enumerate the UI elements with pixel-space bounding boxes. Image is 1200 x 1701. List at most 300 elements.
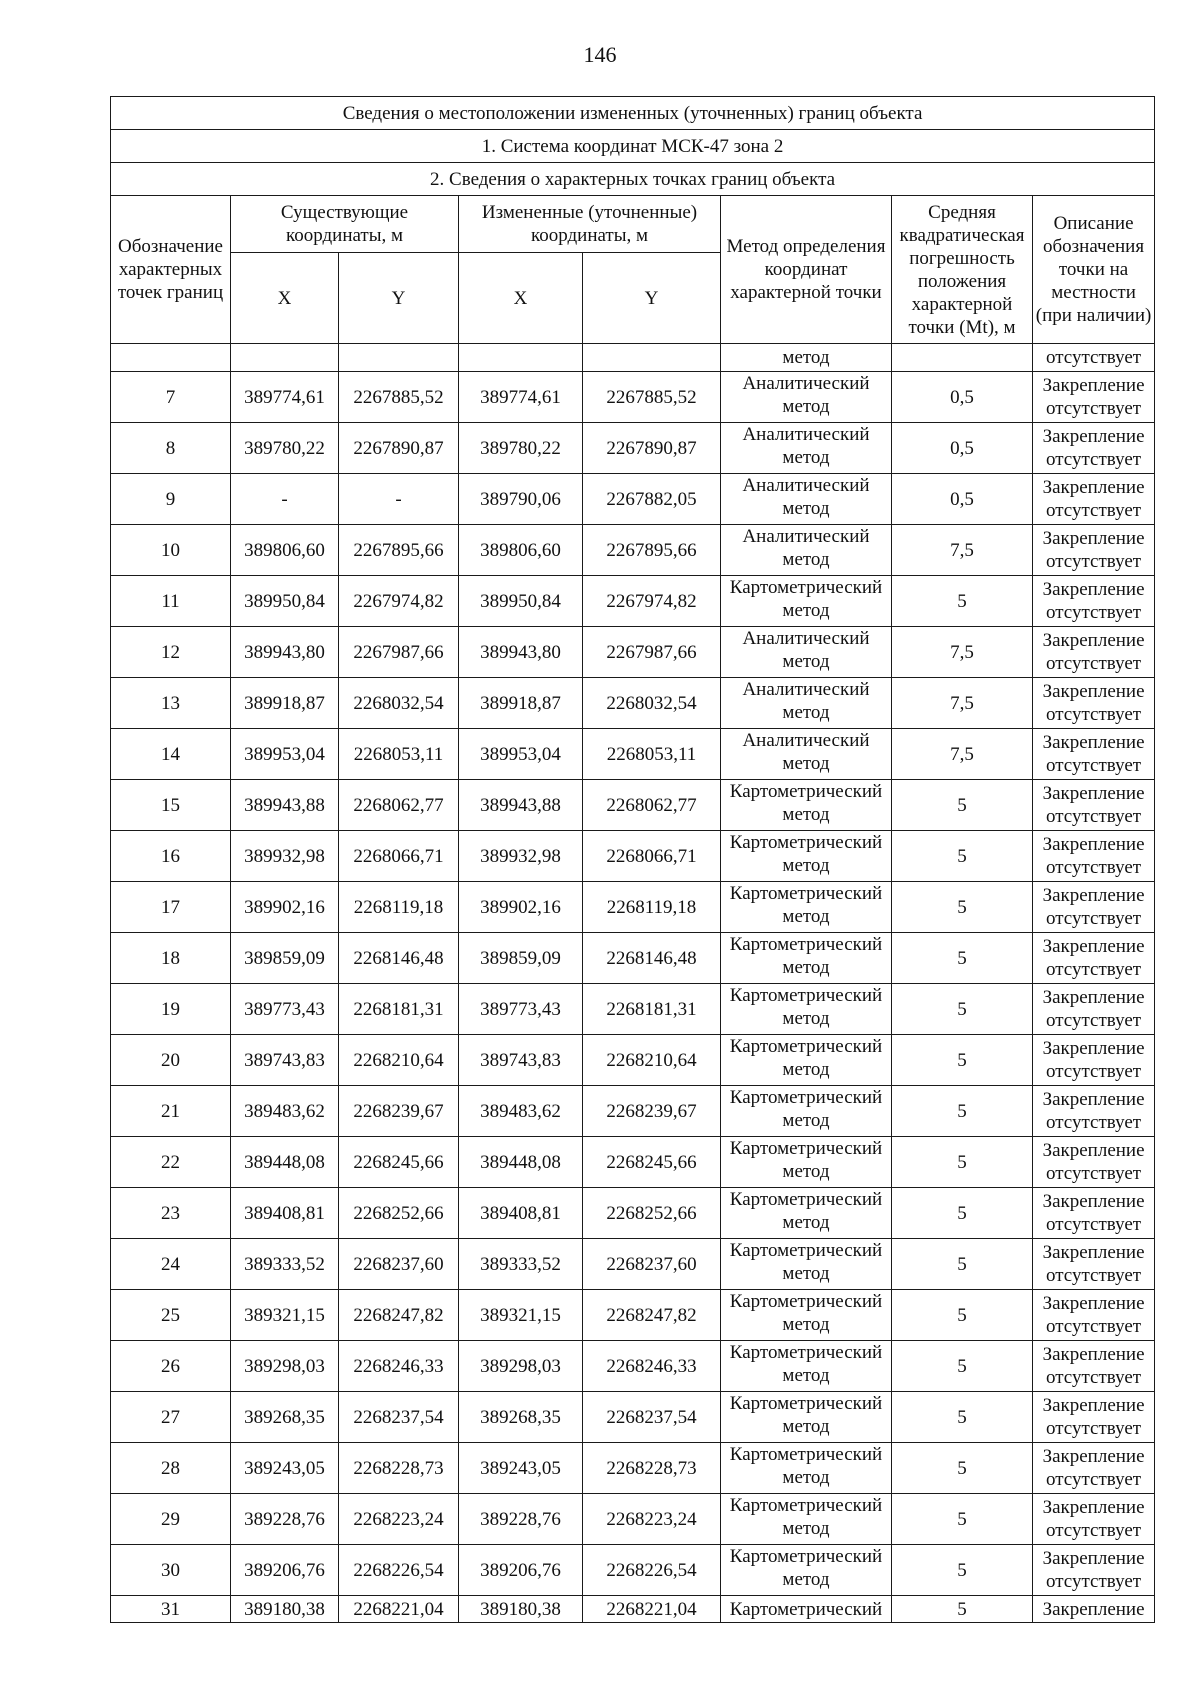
- changed-y: 2267890,87: [583, 423, 721, 474]
- method-line1: Картометрический: [729, 577, 883, 598]
- existing-x: -: [231, 474, 339, 525]
- table-row: [111, 1137, 1155, 1188]
- point-number: 23: [111, 1188, 231, 1239]
- method-line2: метод: [782, 549, 830, 570]
- existing-x: 389228,76: [231, 1494, 339, 1545]
- changed-y: 2268146,48: [583, 933, 721, 984]
- table-row: [111, 525, 1155, 576]
- description: [1033, 1545, 1155, 1596]
- method-line2: метод: [782, 804, 830, 825]
- mean-error: 5: [892, 1443, 1033, 1494]
- method-line1: Аналитический: [742, 475, 870, 496]
- point-number: 7: [111, 372, 231, 423]
- method-line1: Картометрический: [729, 1291, 883, 1312]
- existing-x: 389943,88: [231, 780, 339, 831]
- changed-x: 389859,09: [459, 933, 583, 984]
- description: [1033, 1392, 1155, 1443]
- method-line2: метод: [782, 1263, 830, 1284]
- method: [721, 1137, 892, 1188]
- table-row: [111, 1545, 1155, 1596]
- point-number: 17: [111, 882, 231, 933]
- description: [1033, 729, 1155, 780]
- changed-x: 389408,81: [459, 1188, 583, 1239]
- method-line2: метод: [782, 1314, 830, 1335]
- existing-y: 2268246,33: [339, 1341, 459, 1392]
- method: [721, 576, 892, 627]
- changed-x: 389228,76: [459, 1494, 583, 1545]
- method: [721, 984, 892, 1035]
- table-row: [111, 729, 1155, 780]
- existing-y: 2268062,77: [339, 780, 459, 831]
- description-line2: отсутствует: [1046, 1367, 1142, 1388]
- method-line1: Картометрический: [729, 1240, 883, 1261]
- table-row: [111, 1239, 1155, 1290]
- method-line1: Картометрический: [729, 985, 883, 1006]
- changed-y: 2267885,52: [583, 372, 721, 423]
- description-line2: отсутствует: [1046, 1214, 1142, 1235]
- changed-y: 2268221,04: [583, 1596, 721, 1623]
- method-line1: Картометрический: [729, 1189, 883, 1210]
- method-line2: метод: [782, 498, 830, 519]
- method-line2: метод: [782, 1416, 830, 1437]
- description-line1: Закрепление: [1042, 1344, 1145, 1365]
- table-row: [111, 1086, 1155, 1137]
- existing-y: 2267885,52: [339, 372, 459, 423]
- method-line2: метод: [782, 396, 830, 417]
- description-line1: Закрепление: [1042, 477, 1145, 498]
- description-line1: Закрепление: [1042, 987, 1145, 1008]
- description: [1033, 1494, 1155, 1545]
- existing-x: 389448,08: [231, 1137, 339, 1188]
- description: [1033, 1239, 1155, 1290]
- changed-y: 2268247,82: [583, 1290, 721, 1341]
- section-title: 2. Сведения о характерных точках границ объекта: [111, 163, 1155, 196]
- point-number: 28: [111, 1443, 231, 1494]
- method: [721, 1035, 892, 1086]
- method-line2: метод: [782, 600, 830, 621]
- description-line2: отсутствует: [1046, 1469, 1142, 1490]
- table-title: Сведения о местоположении измененных (уточненных) границ объекта: [111, 97, 1155, 130]
- boundary-points-table: [110, 96, 1155, 1623]
- point-number: 8: [111, 423, 231, 474]
- header-changed-coordinates: Измененные (уточненные) координаты, м: [459, 196, 721, 253]
- changed-x: 389180,38: [459, 1596, 583, 1623]
- description-line2: отсутствует: [1046, 1520, 1142, 1541]
- method-line1: Картометрический: [729, 832, 883, 853]
- table-row: [111, 1035, 1155, 1086]
- method-line1: Картометрический: [729, 781, 883, 802]
- point-number: 22: [111, 1137, 231, 1188]
- method: [721, 1290, 892, 1341]
- existing-y: 2268237,54: [339, 1392, 459, 1443]
- changed-y: 2268053,11: [583, 729, 721, 780]
- existing-y: 2268181,31: [339, 984, 459, 1035]
- table-row: [111, 372, 1155, 423]
- table-row: [111, 474, 1155, 525]
- point-number: 31: [111, 1596, 231, 1623]
- header-designation: Обозначение характерных точек границ: [111, 196, 231, 344]
- description-line2: отсутствует: [1046, 857, 1142, 878]
- description-line1: Закрепление: [1042, 885, 1145, 906]
- description-line2: отсутствует: [1046, 959, 1142, 980]
- method-line2: метод: [782, 1467, 830, 1488]
- existing-y: 2267974,82: [339, 576, 459, 627]
- point-number: 19: [111, 984, 231, 1035]
- method-line1: Картометрический: [729, 1036, 883, 1057]
- existing-x: 389859,09: [231, 933, 339, 984]
- method-line1: Картометрический: [729, 1546, 883, 1567]
- table-row: [111, 831, 1155, 882]
- method-line1: Аналитический: [742, 526, 870, 547]
- method-line2: метод: [782, 447, 830, 468]
- existing-x: 389932,98: [231, 831, 339, 882]
- changed-y: 2267974,82: [583, 576, 721, 627]
- method-line1: Картометрический: [729, 934, 883, 955]
- method-line2: метод: [782, 957, 830, 978]
- table-row: [111, 1188, 1155, 1239]
- existing-y: 2268252,66: [339, 1188, 459, 1239]
- point-number: 12: [111, 627, 231, 678]
- mean-error: 5: [892, 1596, 1033, 1623]
- method-line2: метод: [782, 1161, 830, 1182]
- method-line1: Картометрический: [729, 1393, 883, 1414]
- mean-error: 5: [892, 1137, 1033, 1188]
- table-row: [111, 1443, 1155, 1494]
- table-row: [111, 576, 1155, 627]
- method-line2: метод: [782, 855, 830, 876]
- table-row: [111, 1290, 1155, 1341]
- existing-x: 389408,81: [231, 1188, 339, 1239]
- method: [721, 423, 892, 474]
- table-row: [111, 933, 1155, 984]
- point-number: 16: [111, 831, 231, 882]
- continuation-description: отсутствует: [1033, 344, 1155, 372]
- changed-y: 2267882,05: [583, 474, 721, 525]
- description-line1: Закрепление: [1042, 1191, 1145, 1212]
- point-number: 20: [111, 1035, 231, 1086]
- point-number: 25: [111, 1290, 231, 1341]
- method-line1: Картометрический: [729, 1342, 883, 1363]
- changed-x: 389918,87: [459, 678, 583, 729]
- description: [1033, 984, 1155, 1035]
- existing-x: 389268,35: [231, 1392, 339, 1443]
- existing-x: 389953,04: [231, 729, 339, 780]
- method: [721, 474, 892, 525]
- description-line2: отсутствует: [1046, 1010, 1142, 1031]
- mean-error: 5: [892, 1086, 1033, 1137]
- changed-x: 389806,60: [459, 525, 583, 576]
- point-number: 29: [111, 1494, 231, 1545]
- point-number: 14: [111, 729, 231, 780]
- changed-y: 2268237,60: [583, 1239, 721, 1290]
- header-existing-x: X: [231, 253, 339, 344]
- description: [1033, 576, 1155, 627]
- table-row-last: [111, 1596, 1155, 1623]
- description: [1033, 1290, 1155, 1341]
- method-line2: метод: [782, 906, 830, 927]
- description-line1: Закрепление: [1042, 1395, 1145, 1416]
- existing-x: 389298,03: [231, 1341, 339, 1392]
- changed-y: 2268223,24: [583, 1494, 721, 1545]
- page-number: 146: [583, 42, 617, 67]
- existing-x: 389773,43: [231, 984, 339, 1035]
- description-line1: Закрепление: [1042, 783, 1145, 804]
- method-line1: Аналитический: [742, 373, 870, 394]
- method: Картометрический: [721, 1596, 892, 1623]
- method-line1: Аналитический: [742, 424, 870, 445]
- mean-error: 5: [892, 1035, 1033, 1086]
- description-line2: отсутствует: [1046, 551, 1142, 572]
- method-line2: метод: [782, 1059, 830, 1080]
- existing-y: 2267895,66: [339, 525, 459, 576]
- method: [721, 882, 892, 933]
- existing-y: 2268221,04: [339, 1596, 459, 1623]
- method-line2: метод: [782, 753, 830, 774]
- header-changed-x: X: [459, 253, 583, 344]
- mean-error: 5: [892, 1239, 1033, 1290]
- changed-y: 2267987,66: [583, 627, 721, 678]
- mean-error: 7,5: [892, 729, 1033, 780]
- existing-x: 389483,62: [231, 1086, 339, 1137]
- description-line1: Закрепление: [1042, 681, 1145, 702]
- table-row: [111, 627, 1155, 678]
- mean-error: 7,5: [892, 525, 1033, 576]
- description-line2: отсутствует: [1046, 500, 1142, 521]
- changed-x: 389333,52: [459, 1239, 583, 1290]
- method: [721, 1545, 892, 1596]
- method-line2: метод: [782, 1008, 830, 1029]
- header-changed-y: Y: [583, 253, 721, 344]
- changed-x: 389243,05: [459, 1443, 583, 1494]
- method: [721, 525, 892, 576]
- mean-error: 5: [892, 1494, 1033, 1545]
- method-line1: Аналитический: [742, 679, 870, 700]
- changed-x: 389953,04: [459, 729, 583, 780]
- point-number: 13: [111, 678, 231, 729]
- point-number: 26: [111, 1341, 231, 1392]
- description-line1: Закрепление: [1042, 936, 1145, 957]
- mean-error: 5: [892, 984, 1033, 1035]
- description-line1: Закрепление: [1042, 1293, 1145, 1314]
- method-line1: Аналитический: [742, 628, 870, 649]
- method: [721, 1086, 892, 1137]
- table-row: [111, 423, 1155, 474]
- point-number: 9: [111, 474, 231, 525]
- header-existing-y: Y: [339, 253, 459, 344]
- existing-y: 2268210,64: [339, 1035, 459, 1086]
- changed-y: 2268062,77: [583, 780, 721, 831]
- existing-x: 389943,80: [231, 627, 339, 678]
- mean-error: 5: [892, 1188, 1033, 1239]
- mean-error: 5: [892, 1545, 1033, 1596]
- mean-error: 5: [892, 780, 1033, 831]
- changed-y: 2267895,66: [583, 525, 721, 576]
- point-number: 21: [111, 1086, 231, 1137]
- description: [1033, 525, 1155, 576]
- existing-y: 2268146,48: [339, 933, 459, 984]
- method-line1: Картометрический: [729, 1138, 883, 1159]
- changed-x: 389790,06: [459, 474, 583, 525]
- changed-x: 389298,03: [459, 1341, 583, 1392]
- existing-x: 389918,87: [231, 678, 339, 729]
- changed-x: 389774,61: [459, 372, 583, 423]
- continuation-method: метод: [721, 344, 892, 372]
- existing-x: 389333,52: [231, 1239, 339, 1290]
- continuation-row: [111, 344, 1155, 372]
- header-description: Описание обозначения точки на местности (при наличии): [1033, 196, 1155, 344]
- description: [1033, 780, 1155, 831]
- mean-error: 5: [892, 882, 1033, 933]
- table-row: [111, 780, 1155, 831]
- existing-y: 2268066,71: [339, 831, 459, 882]
- mean-error: 5: [892, 1290, 1033, 1341]
- changed-x: 389743,83: [459, 1035, 583, 1086]
- changed-x: 389268,35: [459, 1392, 583, 1443]
- description-line2: отсутствует: [1046, 1112, 1142, 1133]
- existing-x: 389774,61: [231, 372, 339, 423]
- header-mean-error: Средняя квадратическая погрешность положения характерной точки (Mt), м: [892, 196, 1033, 344]
- changed-y: 2268066,71: [583, 831, 721, 882]
- existing-x: 389806,60: [231, 525, 339, 576]
- description-line2: отсутствует: [1046, 908, 1142, 929]
- description-line2: отсутствует: [1046, 1571, 1142, 1592]
- existing-y: 2267890,87: [339, 423, 459, 474]
- mean-error: 7,5: [892, 627, 1033, 678]
- table-row: [111, 678, 1155, 729]
- method: [721, 627, 892, 678]
- existing-y: -: [339, 474, 459, 525]
- existing-x: 389206,76: [231, 1545, 339, 1596]
- description: [1033, 1341, 1155, 1392]
- method: [721, 831, 892, 882]
- method-line1: Картометрический: [729, 1087, 883, 1108]
- existing-x: 389743,83: [231, 1035, 339, 1086]
- method-line1: Картометрический: [729, 1444, 883, 1465]
- description-line2: отсутствует: [1046, 704, 1142, 725]
- description: [1033, 882, 1155, 933]
- changed-y: 2268032,54: [583, 678, 721, 729]
- description-line1: Закрепление: [1042, 1089, 1145, 1110]
- method-line2: метод: [782, 1365, 830, 1386]
- mean-error: 7,5: [892, 678, 1033, 729]
- point-number: 18: [111, 933, 231, 984]
- method-line2: метод: [782, 1110, 830, 1131]
- existing-y: 2268239,67: [339, 1086, 459, 1137]
- description-line1: Закрепление: [1042, 1548, 1145, 1569]
- method: [721, 1239, 892, 1290]
- changed-x: 389943,88: [459, 780, 583, 831]
- method-line2: метод: [782, 1569, 830, 1590]
- existing-y: 2268247,82: [339, 1290, 459, 1341]
- changed-x: 389932,98: [459, 831, 583, 882]
- description: [1033, 933, 1155, 984]
- changed-y: 2268181,31: [583, 984, 721, 1035]
- changed-x: 389943,80: [459, 627, 583, 678]
- method: [721, 678, 892, 729]
- method: [721, 933, 892, 984]
- method-line2: метод: [782, 1518, 830, 1539]
- method: [721, 1392, 892, 1443]
- method: [721, 1188, 892, 1239]
- method-line1: Картометрический: [729, 1495, 883, 1516]
- description-line2: отсутствует: [1046, 806, 1142, 827]
- changed-y: 2268237,54: [583, 1392, 721, 1443]
- mean-error: 0,5: [892, 474, 1033, 525]
- method-line2: метод: [782, 651, 830, 672]
- description: [1033, 1188, 1155, 1239]
- existing-x: 389180,38: [231, 1596, 339, 1623]
- existing-y: 2267987,66: [339, 627, 459, 678]
- method: [721, 780, 892, 831]
- description-line1: Закрепление: [1042, 630, 1145, 651]
- description: Закрепление: [1033, 1596, 1155, 1623]
- description-line2: отсутствует: [1046, 1265, 1142, 1286]
- mean-error: 0,5: [892, 423, 1033, 474]
- changed-x: 389448,08: [459, 1137, 583, 1188]
- changed-y: 2268210,64: [583, 1035, 721, 1086]
- existing-x: 389950,84: [231, 576, 339, 627]
- existing-x: 389780,22: [231, 423, 339, 474]
- point-number: 30: [111, 1545, 231, 1596]
- table-row: [111, 1494, 1155, 1545]
- existing-y: 2268245,66: [339, 1137, 459, 1188]
- method-line1: Аналитический: [742, 730, 870, 751]
- table-row: [111, 882, 1155, 933]
- method: [721, 372, 892, 423]
- description-line2: отсутствует: [1046, 398, 1142, 419]
- description-line1: Закрепление: [1042, 579, 1145, 600]
- description-line2: отсутствует: [1046, 1163, 1142, 1184]
- method: [721, 1341, 892, 1392]
- description: [1033, 1086, 1155, 1137]
- point-number: 10: [111, 525, 231, 576]
- changed-x: 389902,16: [459, 882, 583, 933]
- changed-y: 2268239,67: [583, 1086, 721, 1137]
- table-row: [111, 1341, 1155, 1392]
- changed-x: 389780,22: [459, 423, 583, 474]
- description-line2: отсутствует: [1046, 653, 1142, 674]
- mean-error: 5: [892, 1392, 1033, 1443]
- mean-error: 5: [892, 1341, 1033, 1392]
- existing-y: 2268223,24: [339, 1494, 459, 1545]
- changed-x: 389773,43: [459, 984, 583, 1035]
- changed-x: 389483,62: [459, 1086, 583, 1137]
- changed-y: 2268245,66: [583, 1137, 721, 1188]
- changed-x: 389950,84: [459, 576, 583, 627]
- table-row: [111, 984, 1155, 1035]
- description-line1: Закрепление: [1042, 1497, 1145, 1518]
- method-line2: метод: [782, 1212, 830, 1233]
- description: [1033, 678, 1155, 729]
- existing-y: 2268119,18: [339, 882, 459, 933]
- description-line1: Закрепление: [1042, 426, 1145, 447]
- description-line2: отсутствует: [1046, 1418, 1142, 1439]
- method-line2: метод: [782, 702, 830, 723]
- description-line2: отсутствует: [1046, 1061, 1142, 1082]
- mean-error: 5: [892, 933, 1033, 984]
- description: [1033, 423, 1155, 474]
- description-line2: отсутствует: [1046, 449, 1142, 470]
- method: [721, 729, 892, 780]
- point-number: 24: [111, 1239, 231, 1290]
- description: [1033, 372, 1155, 423]
- description-line1: Закрепление: [1042, 732, 1145, 753]
- point-number: 11: [111, 576, 231, 627]
- method-line1: Картометрический: [729, 883, 883, 904]
- existing-y: 2268228,73: [339, 1443, 459, 1494]
- point-number: 27: [111, 1392, 231, 1443]
- description: [1033, 1443, 1155, 1494]
